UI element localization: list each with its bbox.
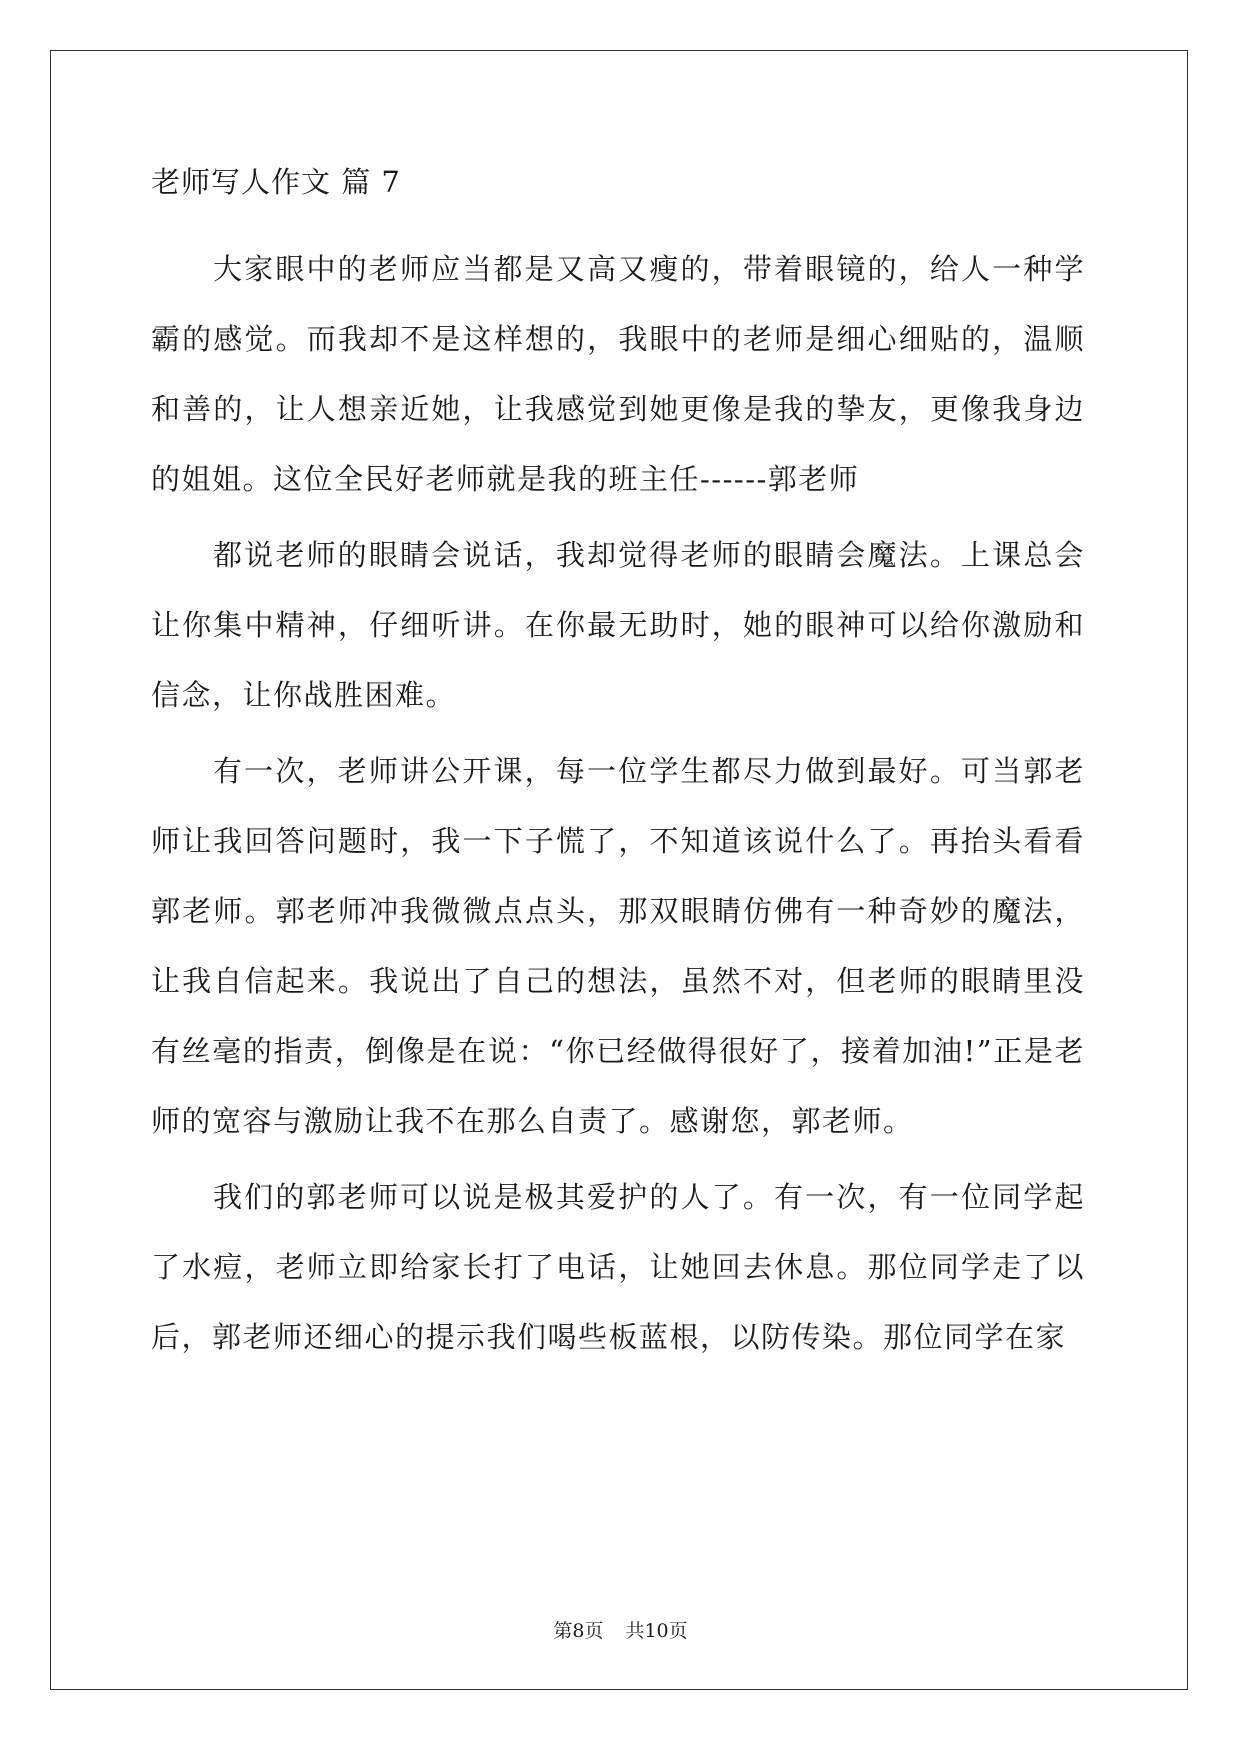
- paragraph-4: 我们的郭老师可以说是极其爱护的人了。有一次，有一位同学起了水痘，老师立即给家长打了电话，让她回去休息。那位同学走了以后，郭老师还细心的提示我们喝些板蓝根，以防传染。那位同学在家: [151, 1180, 1085, 1354]
- page-number: 第8页: [553, 1620, 604, 1642]
- paragraph-2: 都说老师的眼睛会说话，我却觉得老师的眼睛会魔法。上课总会让你集中精神，仔细听讲。在你最无助时，她的眼神可以给你激励和信念，让你战胜困难。: [151, 538, 1085, 712]
- page-footer: [0, 1616, 1241, 1643]
- document-title: 老师写人作文 篇 7: [151, 165, 401, 199]
- paragraph-3: 有一次，老师讲公开课，每一位学生都尽力做到最好。可当郭老师让我回答问题时，我一下子慌了，不知道该说什么了。再抬头看看郭老师。郭老师冲我微微点点头，那双眼睛仿佛有一种奇妙的魔法，让我自信起来。我说出了自己的想法，虽然不对，但老师的眼睛里没有丝毫的指责，倒像是在说：“你已经做得很好了，接着加油!”正是老师的宽容与激励让我不在那么自责了。感谢您，郭老师。: [151, 754, 1085, 1138]
- document-body: [151, 164, 1085, 1378]
- page-total: 共10页: [625, 1620, 688, 1642]
- paragraph-1: 大家眼中的老师应当都是又高又瘦的，带着眼镜的，给人一种学霸的感觉。而我却不是这样想的，我眼中的老师是细心细贴的，温顺和善的，让人想亲近她，让我感觉到她更像是我的挚友，更像我身边的姐姐。这位全民好老师就是我的班主任------郭老师: [151, 252, 1085, 496]
